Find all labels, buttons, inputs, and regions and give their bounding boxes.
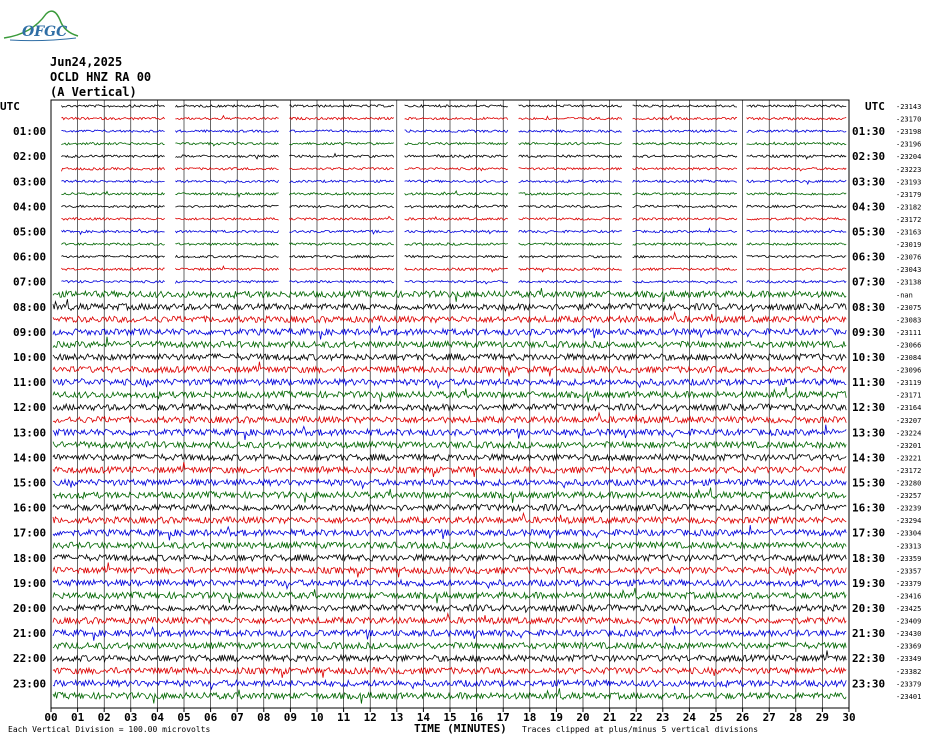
x-tick-label: 09 xyxy=(283,711,298,724)
seismic-trace xyxy=(53,588,846,603)
division-note: Each Vertical Division = 100.00 microvolts xyxy=(8,725,211,734)
x-tick-label: 14 xyxy=(416,711,431,724)
x-tick-label: 30 xyxy=(842,711,856,724)
trace-offset-label: -23401 xyxy=(896,692,922,701)
trace-offset-label: -23193 xyxy=(896,178,922,187)
trace-offset-label: -23349 xyxy=(896,655,922,664)
seismic-trace xyxy=(53,643,846,649)
seismic-trace xyxy=(53,488,846,503)
seismic-trace xyxy=(53,362,846,377)
hour-label-right: 17:30 xyxy=(852,526,886,540)
utc-right-label: UTC xyxy=(865,100,885,113)
hour-label-right: 13:30 xyxy=(852,426,886,440)
trace-offset-label: -23359 xyxy=(896,554,922,563)
seismic-trace xyxy=(53,614,846,624)
x-tick-label: 24 xyxy=(682,711,697,724)
x-tick-label: 12 xyxy=(363,711,377,724)
hour-label-right: 15:30 xyxy=(852,476,886,490)
seismic-trace xyxy=(53,542,846,548)
date-label: Jun24,2025 xyxy=(50,55,123,69)
trace-offset-label: -23196 xyxy=(896,140,922,149)
x-tick-label: 01 xyxy=(70,711,85,724)
x-tick-label: 20 xyxy=(576,711,590,724)
seismic-trace xyxy=(61,266,846,272)
seismic-trace xyxy=(53,680,846,689)
seismic-trace xyxy=(53,454,846,460)
logo-text: OFGC xyxy=(22,24,68,40)
trace-offset-label: -23138 xyxy=(896,278,922,287)
trace-offset-label: -23425 xyxy=(896,605,922,613)
seismic-trace xyxy=(53,525,846,540)
trace-offset-label: -23111 xyxy=(896,328,922,337)
trace-offset-label: -23416 xyxy=(896,592,922,601)
seismic-trace xyxy=(53,379,846,388)
seismic-trace xyxy=(53,299,846,311)
trace-offset-label: -23201 xyxy=(896,441,922,450)
seismic-trace xyxy=(53,354,846,360)
trace-offset-label: -23357 xyxy=(896,567,922,576)
trace-offset-label: -23204 xyxy=(896,153,922,162)
hour-label-left: 11:00 xyxy=(13,376,47,390)
seismic-trace xyxy=(61,180,846,184)
x-tick-label: 06 xyxy=(203,711,218,724)
seismic-trace xyxy=(53,413,846,423)
hour-label-right: 01:30 xyxy=(852,125,886,139)
trace-offset-label: -23379 xyxy=(896,579,922,588)
seismic-trace xyxy=(53,425,846,440)
hour-label-left: 03:00 xyxy=(13,175,47,189)
hour-label-right: 03:30 xyxy=(852,175,886,189)
hour-label-right: 04:30 xyxy=(852,200,886,214)
seismic-trace xyxy=(53,288,846,302)
hour-label-right: 08:30 xyxy=(852,300,886,314)
trace-offset-label: -23280 xyxy=(896,479,922,488)
trace-offset-label: -23182 xyxy=(896,203,922,212)
utc-left-label: UTC xyxy=(0,100,20,113)
seismic-trace xyxy=(53,313,846,323)
seismic-trace xyxy=(61,205,846,208)
hour-label-left: 01:00 xyxy=(13,125,47,139)
seismic-trace xyxy=(53,462,846,477)
component-label: (A Vertical) xyxy=(50,85,137,99)
x-tick-label: 11 xyxy=(336,711,351,724)
hour-label-left: 14:00 xyxy=(13,451,47,465)
seismic-trace xyxy=(53,555,846,561)
trace-offset-label: -23304 xyxy=(896,529,922,538)
hour-label-right: 21:30 xyxy=(852,627,886,641)
hour-label-right: 10:30 xyxy=(852,351,886,364)
x-tick-label: 28 xyxy=(789,711,803,724)
x-tick-label: 10 xyxy=(310,711,324,724)
x-tick-label: 13 xyxy=(390,711,404,724)
trace-offset-label: -23257 xyxy=(896,492,922,501)
seismic-trace xyxy=(53,580,846,589)
seismic-trace xyxy=(61,154,846,159)
trace-offset-label: -23096 xyxy=(896,366,922,375)
trace-offset-label: -23066 xyxy=(896,341,922,350)
x-tick-label: 25 xyxy=(709,711,723,724)
seismic-trace xyxy=(61,243,846,245)
hour-label-right: 02:30 xyxy=(852,150,886,164)
clip-note: Traces clipped at plus/minus 5 vertical divisions xyxy=(522,725,759,734)
seismic-trace xyxy=(61,167,846,171)
x-tick-label: 07 xyxy=(230,711,244,724)
hour-label-left: 19:00 xyxy=(13,576,47,590)
seismic-trace xyxy=(53,605,846,613)
hour-label-left: 12:00 xyxy=(13,401,47,415)
seismic-trace xyxy=(53,650,846,661)
seismic-trace xyxy=(53,442,846,448)
trace-offset-label: -23143 xyxy=(896,103,922,111)
x-tick-label: 21 xyxy=(602,711,617,724)
trace-offset-label: -23430 xyxy=(896,630,922,639)
trace-offset-label: -23379 xyxy=(896,680,922,689)
trace-offset-label: -23369 xyxy=(896,642,922,651)
trace-offset-label: -23170 xyxy=(896,115,922,124)
x-tick-label: 00 xyxy=(44,711,58,724)
x-tick-label: 26 xyxy=(735,711,750,724)
hour-label-left: 20:00 xyxy=(13,602,47,615)
station-label: OCLD HNZ RA 00 xyxy=(50,70,152,84)
trace-offset-label: -23207 xyxy=(896,416,922,425)
trace-offset-label: -23043 xyxy=(896,266,922,275)
hour-label-right: 22:30 xyxy=(852,652,886,666)
x-axis-label: TIME (MINUTES) xyxy=(414,722,507,735)
trace-offset-label: -23084 xyxy=(896,354,922,362)
seismic-trace xyxy=(53,387,846,402)
trace-offset-label: -23172 xyxy=(896,215,922,224)
x-tick-label: 17 xyxy=(496,711,510,724)
x-tick-label: 29 xyxy=(815,711,830,724)
trace-offset-label: -23164 xyxy=(896,404,922,413)
hour-label-right: 16:30 xyxy=(852,501,886,515)
seismic-trace xyxy=(61,216,846,220)
hour-label-left: 02:00 xyxy=(13,150,47,164)
x-tick-label: 03 xyxy=(124,711,138,724)
trace-offset-label: -23313 xyxy=(896,542,922,551)
seismic-trace xyxy=(53,626,846,641)
seismic-trace xyxy=(53,513,846,523)
x-tick-label: 08 xyxy=(257,711,271,724)
hour-label-left: 07:00 xyxy=(13,275,47,289)
trace-offset-label: -23119 xyxy=(896,379,922,388)
seismic-trace xyxy=(53,404,846,412)
hour-label-left: 04:00 xyxy=(13,200,47,214)
trace-offset-label: -23223 xyxy=(896,165,922,174)
seismic-trace xyxy=(53,326,846,339)
hour-label-left: 22:00 xyxy=(13,652,47,666)
trace-offset-label: -23179 xyxy=(896,190,922,199)
trace-offset-label: -23294 xyxy=(896,517,922,526)
hour-label-left: 16:00 xyxy=(13,501,47,515)
x-tick-label: 15 xyxy=(443,711,457,724)
trace-offset-label: -nan xyxy=(896,291,913,300)
x-tick-label: 19 xyxy=(549,711,564,724)
trace-offset-label: -23019 xyxy=(896,241,922,250)
hour-label-left: 15:00 xyxy=(13,476,47,490)
seismic-trace xyxy=(61,142,846,146)
hour-label-left: 17:00 xyxy=(13,526,47,540)
x-tick-label: 04 xyxy=(150,711,165,724)
x-tick-label: 27 xyxy=(762,711,776,724)
seismic-trace xyxy=(61,255,846,257)
trace-offset-label: -23171 xyxy=(896,391,922,400)
seismic-trace xyxy=(53,479,846,488)
trace-offset-label: -23221 xyxy=(896,454,922,463)
seismic-trace xyxy=(61,105,846,107)
trace-offset-label: -23163 xyxy=(896,228,922,237)
hour-label-right: 12:30 xyxy=(852,401,886,415)
hour-label-right: 20:30 xyxy=(852,602,886,615)
seismic-trace xyxy=(61,116,846,120)
hour-label-right: 23:30 xyxy=(852,677,886,691)
trace-offset-label: -23172 xyxy=(896,466,922,475)
x-tick-label: 16 xyxy=(469,711,484,724)
hour-label-right: 06:30 xyxy=(852,250,886,264)
trace-offset-label: -23076 xyxy=(896,253,922,262)
trace-offset-label: -23224 xyxy=(896,429,922,438)
hour-label-left: 10:00 xyxy=(13,351,47,364)
hour-label-left: 06:00 xyxy=(13,250,47,264)
seismic-trace xyxy=(53,667,846,678)
x-tick-label: 02 xyxy=(97,711,111,724)
hour-label-right: 14:30 xyxy=(852,451,886,465)
hour-label-right: 11:30 xyxy=(852,376,886,390)
x-tick-label: 23 xyxy=(656,711,670,724)
seismic-trace xyxy=(53,563,846,578)
seismic-trace xyxy=(61,130,846,133)
hour-label-right: 19:30 xyxy=(852,576,886,590)
trace-offset-label: -23083 xyxy=(896,316,922,325)
x-tick-label: 22 xyxy=(629,711,643,724)
hour-label-left: 21:00 xyxy=(13,627,47,641)
trace-offset-label: -23409 xyxy=(896,617,922,626)
hour-label-left: 08:00 xyxy=(13,300,47,314)
hour-label-left: 18:00 xyxy=(13,551,47,565)
hour-label-left: 23:00 xyxy=(13,677,47,691)
seismic-trace xyxy=(61,280,846,284)
seismic-trace xyxy=(53,688,846,703)
x-tick-label: 18 xyxy=(523,711,537,724)
hour-label-right: 18:30 xyxy=(852,551,886,565)
seismic-trace xyxy=(61,229,846,235)
hour-label-left: 05:00 xyxy=(13,225,47,239)
x-tick-label: 05 xyxy=(177,711,191,724)
trace-offset-label: -23075 xyxy=(896,303,922,312)
hour-label-right: 07:30 xyxy=(852,275,886,289)
seismic-trace xyxy=(53,337,846,348)
trace-offset-label: -23382 xyxy=(896,667,922,676)
hour-label-right: 09:30 xyxy=(852,325,886,339)
hour-label-left: 13:00 xyxy=(13,426,47,440)
trace-offset-label: -23239 xyxy=(896,504,922,513)
hour-label-right: 05:30 xyxy=(852,225,886,239)
trace-offset-label: -23198 xyxy=(896,128,922,137)
seismic-trace xyxy=(61,191,846,197)
hour-label-left: 09:00 xyxy=(13,325,47,339)
seismic-trace xyxy=(53,504,846,512)
